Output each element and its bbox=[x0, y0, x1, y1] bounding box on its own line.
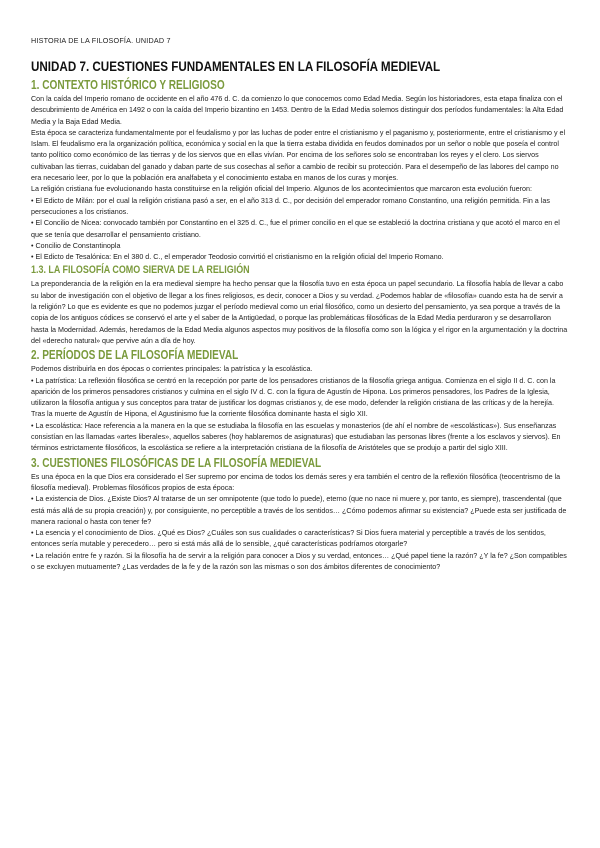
paragraph: Podemos distribuirla en dos épocas o corrientes principales: la patrística y la escolástica. bbox=[31, 365, 313, 374]
section-philosophy-servant bbox=[31, 264, 569, 347]
section-questions bbox=[31, 456, 569, 574]
section-periods bbox=[31, 348, 569, 454]
document-body bbox=[31, 59, 569, 573]
page-title: UNIDAD 7. CUESTIONES FUNDAMENTALES EN LA FILOSOFÍA MEDIEVAL bbox=[31, 59, 441, 75]
subsection-heading: 1.3. LA FILOSOFÍA COMO SIERVA DE LA RELIGIÓN bbox=[31, 264, 250, 277]
list-item: • La escolástica: Hace referencia a la manera en la que se estudiaba la filosofía en las escuelas y monasterios (de ahí el nombre de «escolásticas»). Sus enseñanzas consistían en las llamadas «artes liberales», aquellos saberes (hoy hablaremos de asignaturas) que estudiaban las personas libres (frente a los esclavos y siervos). En términos estrictamente filosóficos, la escolástica se refiere a la interpretación cristiana de la filosofía de Aristóteles que se produjo a partir del siglo XIII. bbox=[31, 421, 561, 453]
paragraph: La preponderancia de la religión en la era medieval siempre ha hecho pensar que la filosofía tuvo en esta época un papel secundario. La filosofía había de llevar a cabo su labor de investigación con el objetivo de llegar a los fines religiosos, es decir, conocer a Dios y su verdad. ¿Podemos hablar de «filosofía» cuando esta ha de servir a la religión? Lo que es evidente es que no podemos juzgar el período medieval como un erial filosófico, como un desierto del pensamiento, ya sea porque a través de la copia de los antiguos códices se conservó el arte y el saber de la Antigüedad, o porque las problemáticas filosóficas de la Edad Media perduraron y se desarrollaron hasta la Modernidad. Además, heredamos de la Edad Media algunos aspectos muy positivos de la filosofía como son la lógica y el rigor en la argumentación y la doctrina del «derecho natural» que pervive aún a día de hoy. bbox=[31, 280, 568, 345]
list-item: • Concilio de Constantinopla bbox=[31, 241, 121, 250]
paragraph: La religión cristiana fue evolucionando hasta constituirse en la religión oficial del Imperio. Algunos de los acontecimientos que marcaron esta evolución fueron: bbox=[31, 185, 532, 194]
section-heading: 1. CONTEXTO HISTÓRICO Y RELIGIOSO bbox=[31, 78, 225, 92]
list-item: • La esencia y el conocimiento de Dios. ¿Qué es Dios? ¿Cuáles son sus cualidades o características? Si Dios fuera material y perceptible a través de los sentidos, entonces sería mutable y perecedero… pero si está más allá de lo sensible, ¿qué características podríamos otorgarle? bbox=[31, 529, 546, 549]
section-heading: 3. CUESTIONES FILOSÓFICAS DE LA FILOSOFÍA MEDIEVAL bbox=[31, 455, 322, 470]
paragraph: Es una época en la que Dios era considerado el Ser supremo por encima de todos los demás seres y era también el centro de la reflexión filosófica (teocentrismo de la filosofía medieval). Problemas filosóficos propios de esta época: bbox=[31, 472, 561, 492]
list-item: • El Edicto de Milán: por el cual la religión cristiana pasó a ser, en el año 313 d. C., por decisión del emperador romano Constantino, una religión permitida. Fin a las persecuciones a los cristianos. bbox=[31, 196, 550, 216]
running-header: HISTORIA DE LA FILOSOFÍA. UNIDAD 7 bbox=[31, 36, 171, 45]
section-heading: 2. PERÍODOS DE LA FILOSOFÍA MEDIEVAL bbox=[31, 348, 239, 363]
paragraph: Con la caída del Imperio romano de occidente en el año 476 d. C. da comienzo lo que conocemos como Edad Media. Según los historiadores, esta etapa finaliza con el descubrimiento de América en 1492 o con la caída del Imperio bizantino en 1453. Dentro de la Edad Media solemos distinguir dos períodos fundamentales: la Alta Edad Media y la Baja Edad Media. bbox=[31, 95, 564, 126]
list-item: • La relación entre fe y razón. Si la filosofía ha de servir a la religión para conocer a Dios y su verdad, entonces… ¿Qué papel tiene la razón? ¿Y la fe? ¿Son compatibles o se excluyen mutuamente? ¿Las verdades de la fe y de la razón son las mismas o son dos ámbitos diferentes de conocimiento? bbox=[31, 551, 567, 571]
paragraph: Esta época se caracteriza fundamentalmente por el feudalismo y por las luchas de poder entre el cristianismo y el paganismo y, posteriormente, entre el cristianismo y el Islam. El feudalismo era la organización política, económica y social en la que la tierra estaba dividida en feudos dominados por un señor o noble que poseía el control tanto político como económico de las tierras y de los siervos que en ellas vivían. Por encima de los señores solo se encontraban los reyes y el clero. Los siervos cultivaban las tierras, cuidaban del ganado y daban parte de sus cosechas al señor a cambio de recibir su protección. Para el desempeño de las labores del campo no era necesario leer, por lo que la población era analfabeta y el conocimiento estaba en manos de los curas y monjes. bbox=[31, 128, 566, 183]
list-item: • El Edicto de Tesalónica: En el 380 d. C., el emperador Teodosio convirtió el cristianismo en la religión oficial del Imperio Romano. bbox=[31, 253, 444, 262]
list-item: • La existencia de Dios. ¿Existe Dios? Al tratarse de un ser omnipotente (que todo lo puede), eterno (que no nace ni muere y, por tanto, es siempre), trascendental (que está más allá de su propia creación) y, por consiguiente, no perceptible a través de los sentidos… ¿Cómo podemos afirmar su existencia? ¿Puede esta ser justificada de manera racional o hasta con tener fe? bbox=[31, 495, 567, 526]
section-context bbox=[31, 78, 569, 263]
list-item: • El Concilio de Nicea: convocado también por Constantino en el 325 d. C., fue el primer concilio en el que se estableció la doctrina cristiana y que acotó el marco en el que se tenía que desarrollar el pensamiento cristiano. bbox=[31, 219, 560, 239]
list-item: • La patrística: La reflexión filosófica se centró en la recepción por parte de los pensadores cristianos de la filosofía griega antigua. Comienza en el siglo II d. C. con la aparición de los primeros pensadores cristianos y culmina en el siglo IV d. C. con la figura de Agustín de Hipona. Los primeros pensadores, los Padres de la Iglesia, utilizaron la filosofía antigua y sus conceptos para tratar de justificar los dogmas cristianos y, de ese modo, defender la religión cristiana de las críticas y de la herejía. Tras la muerte de Agustín de Hipona, el Agustinismo fue la corriente filosófica dominante hasta el siglo XII. bbox=[31, 376, 556, 419]
